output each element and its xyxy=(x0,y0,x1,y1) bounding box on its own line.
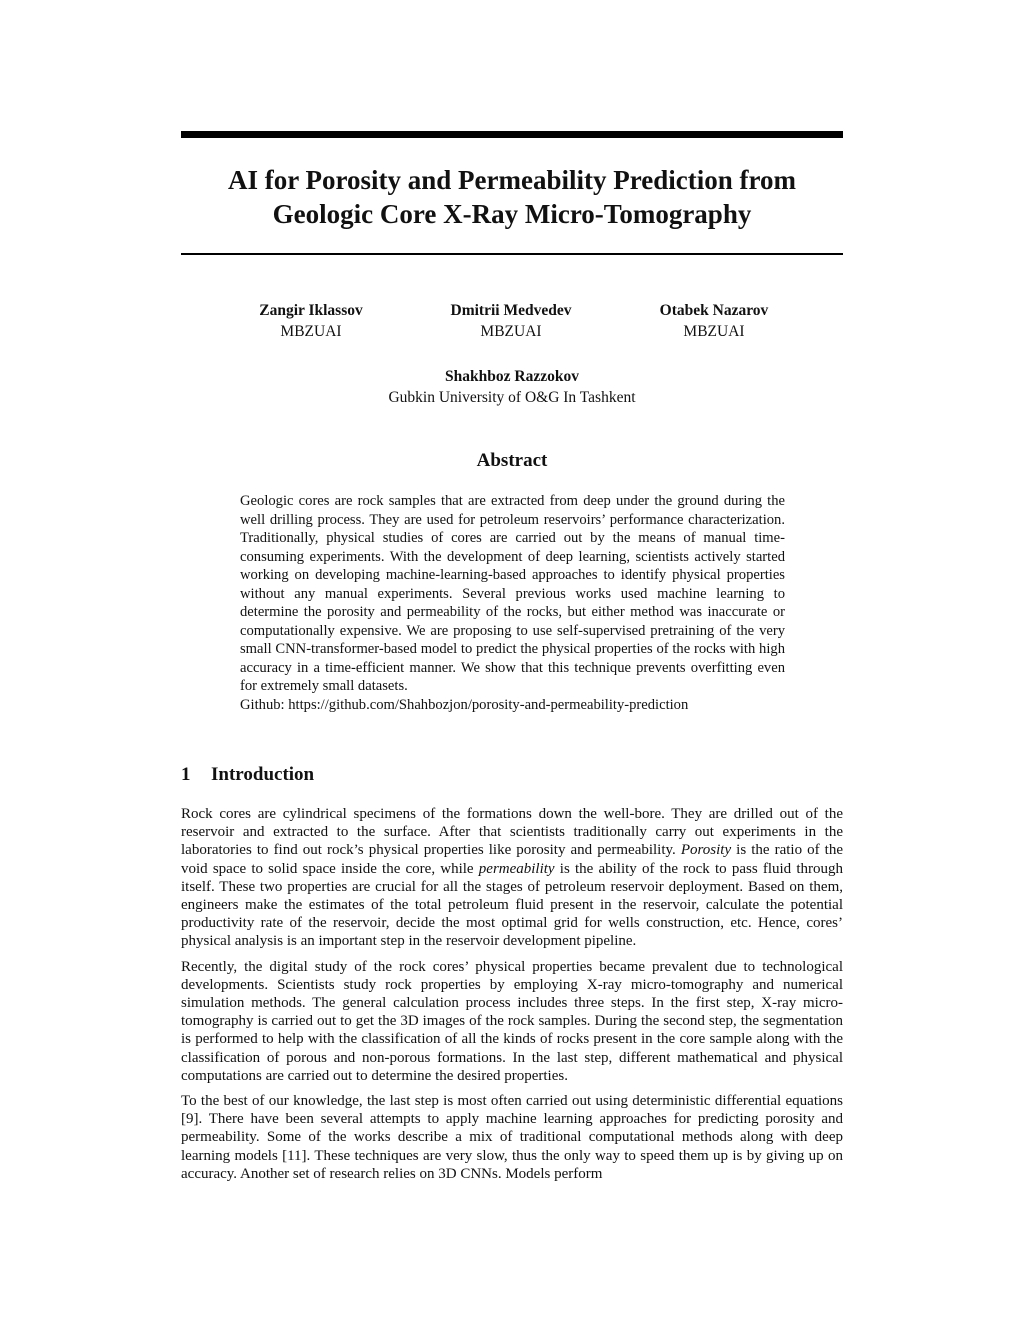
permeability-term: permeability xyxy=(478,860,555,877)
title-line-2: Geologic Core X-Ray Micro-Tomography xyxy=(272,199,752,229)
section-number: 1 xyxy=(181,764,191,785)
intro-p1-part3: is the ability of the rock to pass fluid through itself. These two properties are crucial for all the stages of petroleum reservoir deployment. Based on them, engineers make the estimates of the total petroleum fluid present in the reservoir, calculate the potential productivity rate of the reservoir, decide the most optimal grid for wells construction, etc. Hence, cores’ physical analysis is an important step in the reservoir development pipeline. xyxy=(181,860,844,950)
author-block-4 xyxy=(312,366,712,408)
section-heading-introduction xyxy=(181,764,314,786)
porosity-term: Porosity xyxy=(680,842,732,859)
intro-paragraph-1 xyxy=(181,805,843,951)
abstract-body xyxy=(240,492,785,714)
author-name: Zangir Iklassov xyxy=(259,302,363,319)
author-name: Dmitrii Medvedev xyxy=(450,302,572,319)
introduction-body xyxy=(181,805,843,1190)
github-link[interactable]: Github: https://github.com/Shahbozjon/porosity-and-permeability-prediction xyxy=(240,696,689,713)
author-affiliation: Gubkin University of O&G In Tashkent xyxy=(388,389,636,406)
author-block-3 xyxy=(564,300,864,342)
top-rule xyxy=(181,131,843,138)
author-affiliation: MBZUAI xyxy=(280,323,342,340)
author-affiliation: MBZUAI xyxy=(683,323,745,340)
title-line-1: AI for Porosity and Permeability Prediction from xyxy=(228,165,796,195)
paper-title xyxy=(181,163,843,231)
title-bottom-rule xyxy=(181,253,843,255)
author-name: Shakhboz Razzokov xyxy=(445,368,579,385)
abstract-text: Geologic cores are rock samples that are extracted from deep under the ground during the well drilling process. They are used for petroleum reservoirs’ performance characterization. Traditionally, physical studies of cores are carried out by the means of manual time-consuming experiments. With the development of deep learning, scientists actively started working on developing machine-learning-based approaches to identify physical properties without any manual experiments. Several previous works used machine learning to determine the porosity and permeability of the rocks, but either method was inaccurate or computationally expensive. We are proposing to use self-supervised pretraining of the very small CNN-transformer-based model to predict the physical properties of the rocks with high accuracy in a time-efficient manner. We show that this technique prevents overfitting even for extremely small datasets. xyxy=(240,493,785,694)
intro-p1-part2: is the ratio of the void space to solid space inside the core, while xyxy=(181,842,843,877)
intro-paragraph-3: To the best of our knowledge, the last step is most often carried out using deterministic differential equations [9]. There have been several attempts to apply machine learning approaches for predicting porosity and permeability. Some of the works describe a mix of traditional computational methods along with deep learning models [11]. These techniques are very slow, thus the only way to speed them up is by giving up on accuracy. Another set of research relies on 3D CNNs. Models perform xyxy=(181,1093,843,1182)
author-affiliation: MBZUAI xyxy=(480,323,542,340)
author-name: Otabek Nazarov xyxy=(659,302,769,319)
abstract-heading: Abstract xyxy=(476,450,548,471)
intro-p1-part1: Rock cores are cylindrical specimens of the formations down the well-bore. They are drilled out of the reservoir and extracted to the surface. After that scientists traditionally carry out experiments in the laboratories to find out rock’s physical properties like porosity and permeability. xyxy=(181,806,843,859)
intro-paragraph-2: Recently, the digital study of the rock cores’ physical properties became prevalent due to technological developments. Scientists study rock properties by employing X-ray micro-tomography and numerical simulation methods. The general calculation process includes three steps. In the first step, X-ray micro-tomography is carried out to get the 3D images of the rock samples. During the second step, the segmentation is performed to help with the classification of all the kinds of rocks present in the core sample along with the classification of porous and non-porous formations. In the last step, different mathematical and physical computations are carried out to determine the desired properties. xyxy=(181,958,843,1084)
section-title: Introduction xyxy=(211,764,315,785)
